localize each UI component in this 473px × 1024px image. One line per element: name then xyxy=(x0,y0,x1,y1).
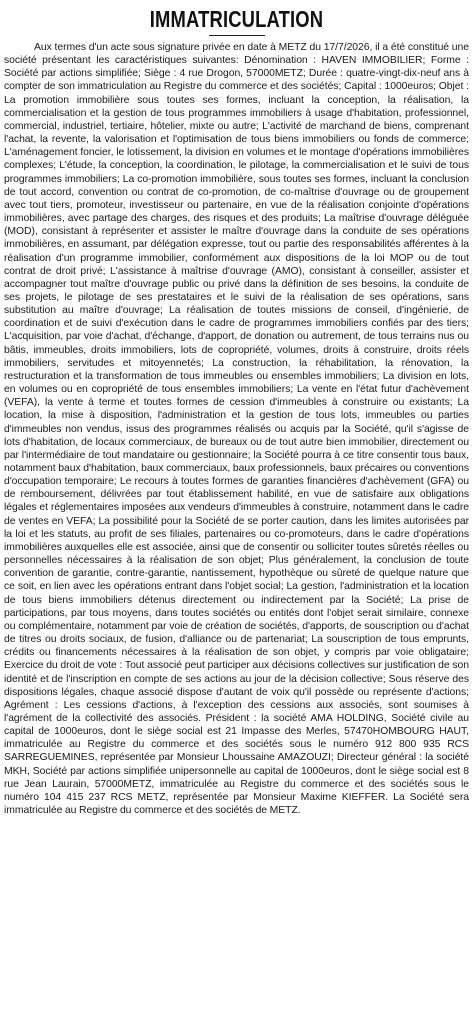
title-divider xyxy=(209,35,265,36)
notice-body: Aux termes d'un acte sous signature privée en date à METZ du 17/7/2026, il a été constitué une société présentant les caractéristiques suivantes: Dénomination : HAVEN IMMOBILIER; Forme : Société par actions simplifiée; Siège : 4 rue Drogon, 57000METZ; Durée : quatre-vingt-dix-neuf ans à compter de son immatriculation au Registre du commerce et des sociétés; Capital : 1000euros; Objet : La promotion immobilière sous toutes ses formes, incluant la conception, la réalisation, la commercialisation et la gestion de tous programmes immobiliers à usage d'habitation, professionnel, commercial, industriel, tertiaire, hôtelier, mixte ou autre; L'activité de marchand de biens, comprenant l'achat, la revente, la valorisation et l'optimisation de tous biens immobiliers ou fonds de commerce; L'aménagement foncier, le lotissement, la division en volumes et le montage d'opérations immobilières complexes; L'étude, la conception, la coordination, le pilotage, la commercialisation et le suivi de tous programmes immobiliers; La co-promotion immobilière, sous toutes ses formes, incluant la conclusion de tout accord, convention ou contrat de co-promotion, de co-maîtrise d'ouvrage ou de groupement avec tout tiers, promoteur, investisseur ou partenaire, en vue de la réalisation conjointe d'opérations immobilières, avec partage des charges, des risques et des produits; La maîtrise d'ouvrage déléguée (MOD), consistant à représenter et assister le maître d'ouvrage dans la conduite de ses opérations immobilières, en assumant, par délégation expresse, tout ou partie des responsabilités afférentes à la réalisation d'un programme immobilier, conformément aux dispositions de la loi MOP ou de tout contrat de droit privé; L'assistance à maîtrise d'ouvrage (AMO), consistant à conseiller, assister et accompagner tout maître d'ouvrage public ou privé dans la définition de ses besoins, la conduite de ses projets, le pilotage de ses prestataires et le suivi de la réalisation de ses opérations, sans substitution au maître d'ouvrage; La réalisation de toutes missions de conseil, d'ingénierie, de coordination et de suivi d'exécution dans le cadre de programmes immobiliers confiés par des tiers; L'acquisition, par voie d'achat, d'échange, d'apport, de donation ou autrement, de tous terrains nus ou bâtis, immeubles, droits immobiliers, lots de copropriété, volumes, droits à construire, droits réels immobiliers, servitudes et mitoyennetés; La construction, la réhabilitation, la rénovation, la restructuration et la transformation de tous immeubles ou ensembles immobiliers; La division en lots, en volumes ou en copropriété de tous ensembles immobiliers; La vente en l'état futur d'achèvement (VEFA), la vente à terme et toutes formes de cession d'immeubles à construire ou existants; La location, la mise à disposition, l'administration et la gestion de tous lots, immeubles ou parties d'immeubles non vendus, issus des programmes réalisés ou acquis par la Société, qu'il s'agisse de lots d'habitation, de locaux commerciaux, de bureaux ou de tout autre bien immobilier, directement ou par l'intermédiaire de tout mandataire ou gestionnaire; la Société pourra à ce titre consentir tous baux, notamment baux d'habitation, baux commerciaux, baux professionnels, baux précaires ou conventions d'occupation temporaire; Le recours à toutes formes de garanties financières d'achèvement (GFA) ou de remboursement, délivrées par tout établissement habilité, en vue de satisfaire aux obligations légales et réglementaires imposées aux vendeurs d'immeubles à construire, notamment dans le cadre de ventes en VEFA; La possibilité pour la Société de se porter caution, dans les limites autorisées par la loi et les statuts, au profit de ses filiales, partenaires ou co-promoteurs, dans le cadre d'opérations immobilières auxquelles elle est associée, ainsi que de consentir ou solliciter toutes sûretés réelles ou personnelles nécessaires à la réalisation de son objet; Plus généralement, la conclusion de toute convention de garantie, contre-garantie, nantissement, hypothèque ou sûreté de quelque nature que ce soit, en lien avec les opérations entrant dans l'objet social; La gestion, l'administration et la location de tous biens immobiliers détenus directement ou indirectement par la Société; La prise de participations, par tous moyens, dans toutes sociétés ou entités dont l'objet serait similaire, connexe ou complémentaire, notamment par voie de création de sociétés, d'apports, de souscription ou d'achat de titres ou droits sociaux, de fusion, d'alliance ou de partenariat; La souscription de tous emprunts, crédits ou financements nécessaires à la réalisation de son objet, y compris par voie obligataire; Exercice du droit de vote : Tout associé peut participer aux décisions collectives sur justification de son identité et de l'inscription en compte de ses actions au jour de la décision collective; Sous réserve des dispositions légales, chaque associé dispose d'autant de voix qu'il possède ou représente d'actions; Agrément : Les cessions d'actions, à l'exception des cessions aux associés, sont soumises à l'agrément de la collectivité des associés. Président : la société AMA HOLDING, Société civile au capital de 1000euros, dont le siège social est 21 Impasse des Merles, 57470HOMBOURG HAUT, immatriculée au Registre du commerce et des sociétés sous le numéro 912 800 935 RCS SARREGUEMINES, représentée par Monsieur Lhoussaine AMAZOUZI; Directeur général : la société MKH, Société par actions simplifiée unipersonnelle au capital de 1000euros, dont le siège social est 8 rue Jean Laurain, 57000METZ, immatriculée au Registre du commerce et des sociétés sous le numéro 104 415 237 RCS METZ, représentée par Monsieur Maxime KIEFFER. La Société sera immatriculée au Registre du commerce et des sociétés de METZ. xyxy=(4,42,469,817)
notice-title: IMMATRICULATION xyxy=(149,6,324,32)
